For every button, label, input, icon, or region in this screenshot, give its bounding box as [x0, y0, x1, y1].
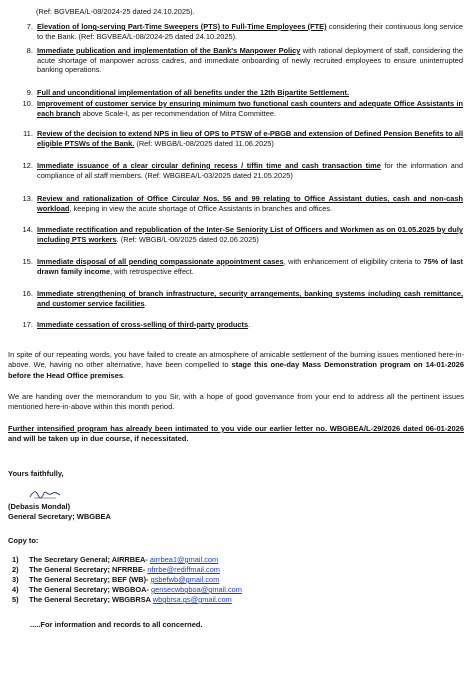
demand-number: 8.	[26, 46, 33, 55]
email-link[interactable]: airrbea1@gmail.com	[149, 555, 219, 564]
demand-number: 13.	[22, 194, 33, 203]
demand-number: 11.	[23, 129, 33, 138]
demand-detail: , with enhancement of eligibility criteria to	[283, 257, 424, 266]
copy-to-item	[12, 555, 452, 564]
email-link[interactable]: gsbefwb@gmail.com	[150, 575, 220, 584]
demand-title: Review and rationalization of Office Circular Nos. 56 and 99 relating to Office Assistant duties, cash and non-cash workload	[37, 194, 463, 213]
demand-title: Immediate strengthening of branch infrastructure, security arrangements, banking systems including cash remittance, and customer service facilities	[37, 289, 463, 308]
demand-detail: for the information and compliance of all staff members. (Ref: WBGBEA/L-03/2025 dated 21.05.2025)	[37, 161, 463, 180]
paragraph-demonstration	[8, 350, 464, 381]
demand-text	[37, 194, 463, 213]
demand-detail: , keeping in view the acute shortage of Office Assistants in branches and offices.	[69, 203, 333, 213]
copy-to-recipient: The General Secretary; WBGBOA-	[29, 585, 149, 594]
signatory-name: (Debasis Mondal)	[8, 502, 71, 511]
closing: Yours faithfully,	[8, 469, 64, 478]
demand-number: 15.	[22, 257, 33, 266]
demand-highlight: 75% of last drawn family income	[37, 257, 463, 276]
copy-to-number: 5)	[12, 595, 19, 604]
copy-to-number: 1)	[12, 555, 19, 564]
demand-text	[37, 320, 463, 330]
copy-to-item	[12, 565, 452, 574]
demand-title: Immediate issuance of a clear circular defining recess / tiffin time and cash transaction time	[37, 161, 381, 170]
paragraph-text: In spite of our repeating words, you have failed to create an atmosphere of amicable settlement of the burning issues mentioned here-in-above. We, having no other alternative, have been compelled to	[8, 350, 464, 370]
email-link[interactable]: wbgbrsa.gs@gmail.com	[152, 595, 232, 604]
copy-to-recipient: The General Secretary; WBGBRSA	[29, 595, 151, 604]
copy-to-item	[12, 585, 452, 594]
demand-title: Immediate rectification and republication of the Inter-Se Seniority List of Officers and Workmen as on 01.05.2025 by duly including PTS workers	[37, 225, 463, 244]
demand-detail: with rational deployment of staff, considering the acute shortage of manpower across cadres, and immediate onboarding of newly recruited employees to ensure uninterrupted banking operations.	[37, 46, 463, 75]
paragraph-underlined: Further intensified program has already been intimated to you vide our earlier letter no. WBGBEA/L-29/2026 dated 06-01-2026	[8, 424, 464, 433]
paragraph-memorandum: We are handing over the memorandum to you Sir, with a hope of good governance from your end to address all the pertinent issues mentioned here-in-above within this month period.	[8, 392, 464, 412]
footer-note: .....For information and records to all concerned.	[30, 620, 203, 629]
paragraph-end: .	[123, 370, 126, 380]
demand-number: 17.	[22, 320, 33, 329]
top-reference: (Ref: BGVBEA/L-08/2024-25 dated 24.10.2025).	[36, 7, 195, 16]
demand-detail: .	[248, 320, 251, 329]
copy-to-item	[12, 575, 452, 584]
demand-title: Review of the decision to extend NPS in lieu of OPS to PTSW of e-PBGB and extension of Defined Pension Benefits to all eligible PTSWs of the Bank.	[37, 129, 463, 148]
copy-to-recipient: The Secretary General; AIRRBEA-	[29, 555, 148, 564]
signature-image	[28, 487, 62, 501]
demand-detail: (Ref: WBGB/L-08/2025 dated 11.06.2025)	[134, 138, 274, 148]
copy-to-recipient: The General Secretary; NFRRBE-	[29, 565, 146, 574]
demand-number: 14.	[22, 225, 33, 234]
demand-text	[37, 161, 463, 180]
demand-title: Immediate cessation of cross-selling of third-party products	[37, 320, 249, 329]
demand-detail: above Scale-I, as per recommendation of Mitra Committee.	[80, 108, 277, 118]
demand-number: 12.	[22, 161, 33, 170]
copy-to-number: 3)	[12, 575, 19, 584]
paragraph-bold: stage this one-day Mass Demonstration program on 14-01-2026 before the Head Office premises	[8, 360, 465, 380]
demand-title: Improvement of customer service by ensuring minimum two functional cash counters and adequate Office Assistants in each branch	[37, 99, 463, 118]
demand-detail: considering their continuous long service to the Bank. (Ref: BGVBEA/L-08/2024-25 dated 24.10.2025).	[37, 22, 463, 41]
signatory-title: General Secretary; WBGBEA	[8, 512, 111, 521]
copy-to-recipient: The General Secretary; BEF (WB)-	[29, 575, 149, 584]
demand-text	[37, 225, 463, 244]
demand-number: 10.	[22, 99, 33, 108]
demand-detail: . (Ref: WBGB/L-06/2025 dated 02.06.2025)	[116, 234, 259, 244]
demand-title: Elevation of long-serving Part-Time Sweepers (PTS) to Full-Time Employees (FTE)	[37, 22, 327, 31]
demand-detail: .	[144, 298, 147, 308]
paragraph-further-program	[8, 424, 464, 445]
demand-number: 9.	[26, 88, 33, 97]
copy-to-heading: Copy to:	[8, 536, 39, 545]
demand-text	[37, 22, 463, 41]
demand-title: Immediate publication and implementation of the Bank's Manpower Policy	[37, 46, 301, 55]
demand-text	[37, 289, 463, 308]
demand-text	[37, 129, 463, 148]
demand-text	[37, 88, 463, 98]
demand-title: Immediate disposal of all pending compassionate appointment cases	[37, 257, 284, 266]
copy-to-number: 4)	[12, 585, 19, 594]
email-link[interactable]: nfrrbe@rediffmail.com	[147, 565, 220, 574]
paragraph-bold-rest: and will be taken up in due course, if necessitated.	[8, 434, 189, 444]
demand-title: Full and unconditional implementation of all benefits under the 12th Bipartite Settlement.	[37, 88, 350, 97]
copy-to-number: 2)	[12, 565, 19, 574]
demand-text	[37, 257, 463, 276]
demand-number: 7.	[26, 22, 33, 31]
copy-to-item	[12, 595, 452, 604]
demand-text	[37, 99, 463, 118]
email-link[interactable]: gensecwbgboa@gmail.com	[151, 585, 242, 594]
demand-number: 16.	[22, 289, 33, 298]
demand-detail-end: , with retrospective effect.	[110, 266, 194, 276]
demand-text	[37, 46, 463, 75]
